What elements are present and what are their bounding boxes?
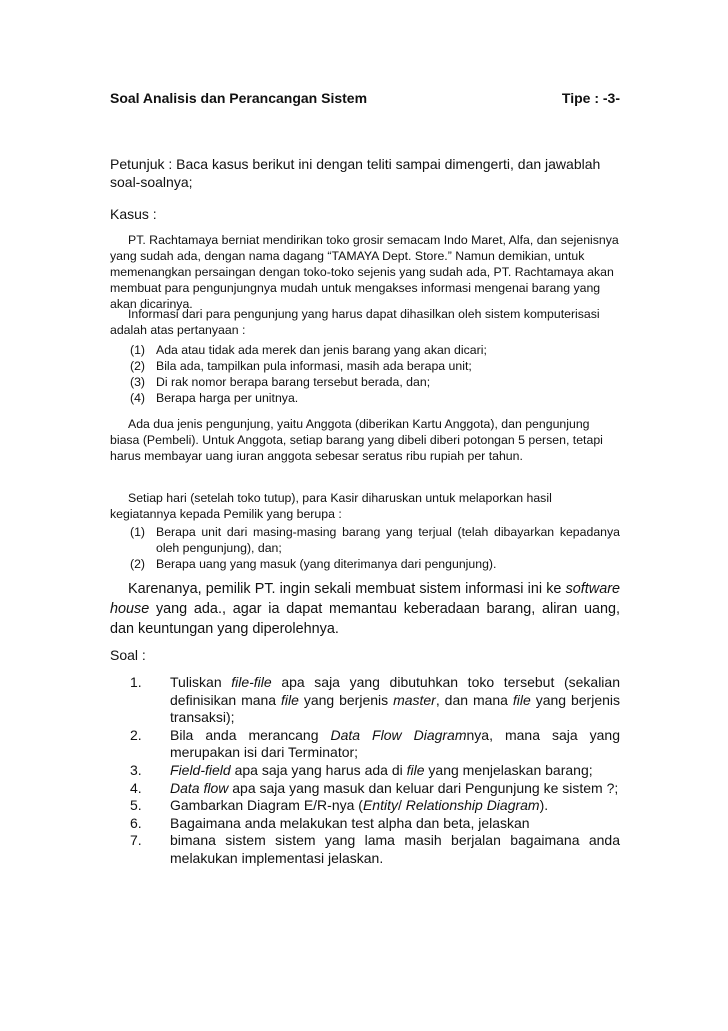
soal-text: Bila anda merancang Data Flow Diagramnya, mana saja yang merupakan isi dari Terminator; bbox=[170, 726, 620, 761]
list-item: (1) Ada atau tidak ada merek dan jenis barang yang akan dicari; bbox=[130, 343, 487, 357]
soal-text: Field-field apa saja yang harus ada di file yang menjelaskan barang; bbox=[170, 761, 593, 778]
case-paragraph-5: Karenanya, pemilik PT. ingin sekali membuat sistem informasi ini ke software house yang ada., agar ia dapat memantau keberadaan barang, aliran uang, dan keuntungan yang diperolehnya. bbox=[110, 581, 620, 637]
soal-text: Data flow apa saja yang masuk dan keluar dari Pengunjung ke sistem ?; bbox=[170, 779, 619, 796]
report-list bbox=[110, 524, 620, 572]
list-item: (2) Berapa uang yang masuk (yang diterimanya dari pengunjung). bbox=[130, 557, 497, 571]
list-item: 2. Bila anda merancang Data Flow Diagramnya, mana saja yang merupakan isi dari Terminator; bbox=[130, 726, 620, 761]
kasus-heading: Kasus : bbox=[110, 206, 157, 222]
soal-text: Tuliskan file-file apa saja yang dibutuhkan toko tersebut (sekalian definisikan mana file yang berjenis master, dan mana file yang berjenis transaksi); bbox=[170, 674, 621, 726]
case-paragraph-2: Informasi dari para pengunjung yang harus dapat dihasilkan oleh sistem komputerisasi adalah atas pertanyaan : bbox=[110, 307, 600, 337]
list-item: (3) Di rak nomor berapa barang tersebut berada, dan; bbox=[130, 375, 431, 389]
list-item: 3. Field-field apa saja yang harus ada di file yang menjelaskan barang; bbox=[110, 762, 620, 780]
soal-heading: Soal : bbox=[110, 647, 146, 663]
list-item: (2) Bila ada, tampilkan pula informasi, masih ada berapa unit; bbox=[130, 359, 472, 373]
question-list bbox=[110, 342, 620, 406]
soal-text: bimana sistem sistem yang lama masih berjalan bagaimana anda melakukan implementasi jelaskan. bbox=[170, 832, 620, 866]
case-paragraph-3: Ada dua jenis pengunjung, yaitu Anggota (diberikan Kartu Anggota), dan pengunjung biasa (Pembeli). Untuk Anggota, setiap barang yang dibeli diberi potongan 5 persen, tetapi harus membayar uang iuran anggota sebesar seratus ribu rupiah per tahun. bbox=[110, 417, 603, 463]
case-paragraph-4: Setiap hari (setelah toko tutup), para Kasir diharuskan untuk melaporkan hasil kegiatannya kepada Pemilik yang berupa : bbox=[110, 491, 552, 521]
list-item: (4) Berapa harga per unitnya. bbox=[130, 391, 299, 405]
soal-list bbox=[110, 674, 620, 868]
list-item: 5. Gambarkan Diagram E/R-nya (Entity/ Relationship Diagram). bbox=[110, 797, 620, 815]
list-item: (1) Berapa unit dari masing-masing barang yang terjual (telah dibayarkan kepadanya oleh pengunjung), dan; bbox=[130, 525, 620, 555]
document-title: Soal Analisis dan Perancangan Sistem bbox=[110, 90, 368, 106]
list-item: 1. Tuliskan file-file apa saja yang dibutuhkan toko tersebut (sekalian definisikan mana file yang berjenis master, dan mana file yang berjenis transaksi); bbox=[130, 674, 621, 726]
list-item: 4. Data flow apa saja yang masuk dan keluar dari Pengunjung ke sistem ?; bbox=[130, 779, 619, 796]
list-item: 6. Bagaimana anda melakukan test alpha dan beta, jelaskan bbox=[110, 815, 620, 833]
soal-text: Bagaimana anda melakukan test alpha dan beta, jelaskan bbox=[170, 814, 530, 831]
list-item: 7. bimana sistem sistem yang lama masih berjalan bagaimana anda melakukan implementasi jelaskan. bbox=[130, 832, 620, 866]
soal-text: Gambarkan Diagram E/R-nya (Entity/ Relationship Diagram). bbox=[170, 797, 549, 814]
case-paragraph-1: PT. Rachtamaya berniat mendirikan toko grosir semacam Indo Maret, Alfa, dan sejenisnya yang sudah ada, dengan nama dagang “TAMAYA Dept. Store.” Namun demikian, untuk memenangkan persaingan dengan toko-toko sejenis yang sudah ada, PT. Rachtamaya akan membuat para pengunjungnya mudah untuk mengakses informasi mengenai barang yang akan dicarinya. bbox=[110, 233, 619, 311]
instructions: Petunjuk : Baca kasus berikut ini dengan teliti sampai dimengerti, dan jawablah soal-soalnya; bbox=[110, 156, 601, 190]
type-label: Tipe : -3- bbox=[561, 90, 620, 106]
